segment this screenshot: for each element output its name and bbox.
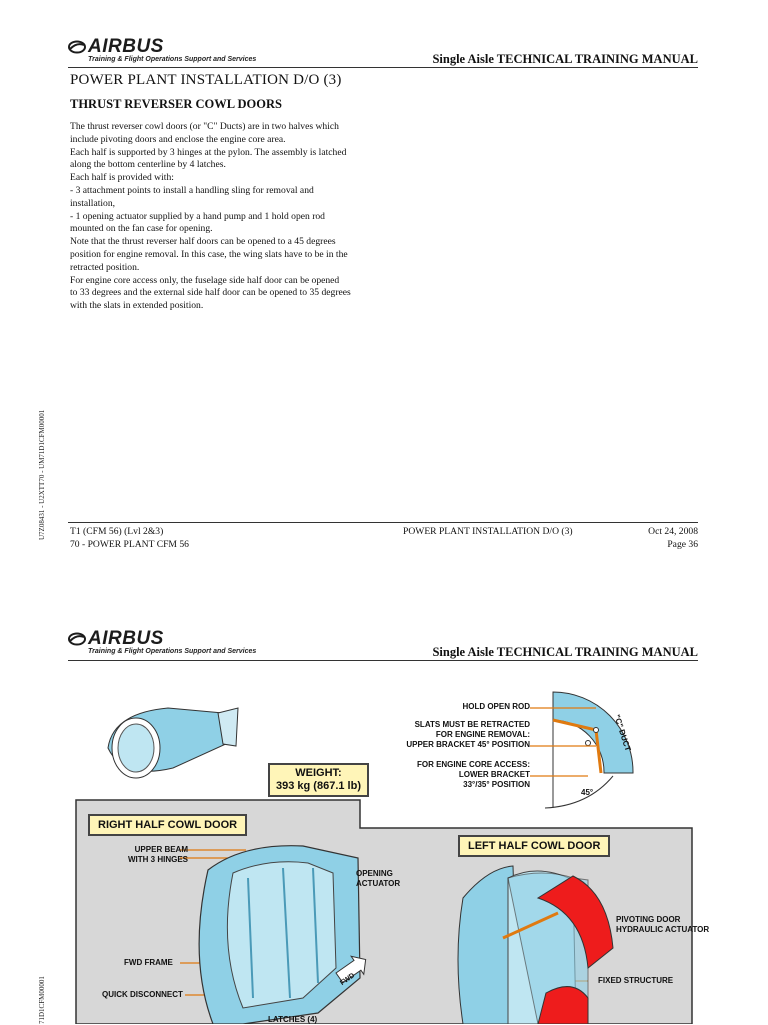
core-access-label: FOR ENGINE CORE ACCESS: LOWER BRACKET 33°/35° POSITION bbox=[416, 760, 530, 789]
body-line: along the bottom centerline by 4 latches. bbox=[70, 159, 226, 171]
body-line: position for engine removal. In this case, the wing slats have to be in the bbox=[70, 248, 348, 260]
fwd-label: FWD bbox=[339, 972, 357, 988]
fwd-frame-label: FWD FRAME bbox=[124, 958, 173, 967]
right-half-cowl-title: RIGHT HALF COWL DOOR bbox=[88, 814, 247, 836]
body-line: installation, bbox=[70, 197, 116, 209]
body-line: Each half is provided with: bbox=[70, 172, 174, 184]
footer-divider bbox=[68, 522, 698, 523]
quick-disconnect-label: QUICK DISCONNECT bbox=[102, 990, 183, 999]
header-divider bbox=[68, 660, 698, 661]
weight-value: 393 kg (867.1 lb) bbox=[276, 780, 361, 792]
slats-retracted-label: SLATS MUST BE RETRACTED FOR ENGINE REMOVAL: UPPER BRACKET 45° POSITION bbox=[406, 720, 530, 749]
manual-title: Single Aisle TECHNICAL TRAINING MANUAL bbox=[432, 645, 698, 659]
fixed-structure-label: FIXED STRUCTURE bbox=[598, 976, 674, 985]
logo-subtitle: Training & Flight Operations Support and Services bbox=[88, 648, 257, 655]
header-divider bbox=[68, 67, 698, 68]
body-line: Each half is supported by 3 hinges at the pylon. The assembly is latched bbox=[70, 146, 347, 158]
airbus-logo bbox=[68, 36, 256, 63]
body-line: retracted position. bbox=[70, 261, 140, 273]
hold-open-rod-label: HOLD OPEN ROD bbox=[462, 702, 530, 711]
airbus-logo bbox=[68, 628, 256, 655]
left-half-cowl-title: LEFT HALF COWL DOOR bbox=[458, 835, 610, 857]
airbus-emblem-icon bbox=[68, 40, 86, 54]
logo-text: AIRBUS bbox=[88, 628, 164, 649]
engine-thumbnail bbox=[108, 708, 238, 778]
side-document-code: 71D1CFM00001 bbox=[38, 976, 46, 1024]
latches-label: LATCHES (4) bbox=[268, 1015, 318, 1024]
logo-text: AIRBUS bbox=[88, 36, 164, 57]
body-line: For engine core access only, the fuselage side half door can be opened bbox=[70, 274, 340, 286]
body-line: with the slats in extended position. bbox=[70, 300, 204, 312]
body-line: mounted on the fan case for opening. bbox=[70, 223, 213, 235]
pivoting-door-actuator-label: PIVOTING DOOR HYDRAULIC ACTUATOR bbox=[616, 915, 710, 934]
footer-date: Oct 24, 2008 bbox=[648, 526, 698, 537]
airbus-emblem-icon bbox=[68, 632, 86, 646]
footer-page-number: Page 36 bbox=[667, 539, 698, 550]
angle-label: 45° bbox=[581, 788, 594, 797]
cowl-door-diagram bbox=[68, 668, 710, 1024]
manual-title: Single Aisle TECHNICAL TRAINING MANUAL bbox=[432, 52, 698, 66]
weight-label: WEIGHT: bbox=[295, 767, 342, 779]
opening-actuator-label: OPENING ACTUATOR bbox=[356, 869, 401, 888]
body-line: - 1 opening actuator supplied by a hand pump and 1 hold open rod bbox=[70, 210, 325, 222]
body-text bbox=[70, 121, 410, 313]
body-line: The thrust reverser cowl doors (or "C" Ducts) are in two halves which bbox=[70, 121, 339, 132]
footer-chapter: 70 - POWER PLANT CFM 56 bbox=[70, 539, 189, 550]
logo-subtitle: Training & Flight Operations Support and Services bbox=[88, 56, 257, 63]
body-line: to 33 degrees and the external side half door can be opened to 35 degrees bbox=[70, 287, 351, 299]
body-line: include pivoting doors and enclose the engine core area. bbox=[70, 133, 286, 145]
section-title: POWER PLANT INSTALLATION D/O (3) bbox=[70, 72, 342, 88]
side-document-code: U7Z08431 - U2XTT70 - UM71D1CFM00001 bbox=[38, 409, 46, 540]
upper-beam-label: UPPER BEAM WITH 3 HINGES bbox=[127, 845, 188, 864]
section-subtitle: THRUST REVERSER COWL DOORS bbox=[70, 97, 282, 111]
footer-course: T1 (CFM 56) (Lvl 2&3) bbox=[70, 526, 164, 537]
weight-box bbox=[268, 763, 369, 797]
footer-topic: POWER PLANT INSTALLATION D/O (3) bbox=[403, 526, 573, 537]
body-line: Note that the thrust reverser half doors can be opened to a 45 degrees bbox=[70, 236, 336, 248]
body-line: - 3 attachment points to install a handling sling for removal and bbox=[70, 184, 314, 196]
c-duct-label: "C" DUCT bbox=[612, 713, 633, 753]
